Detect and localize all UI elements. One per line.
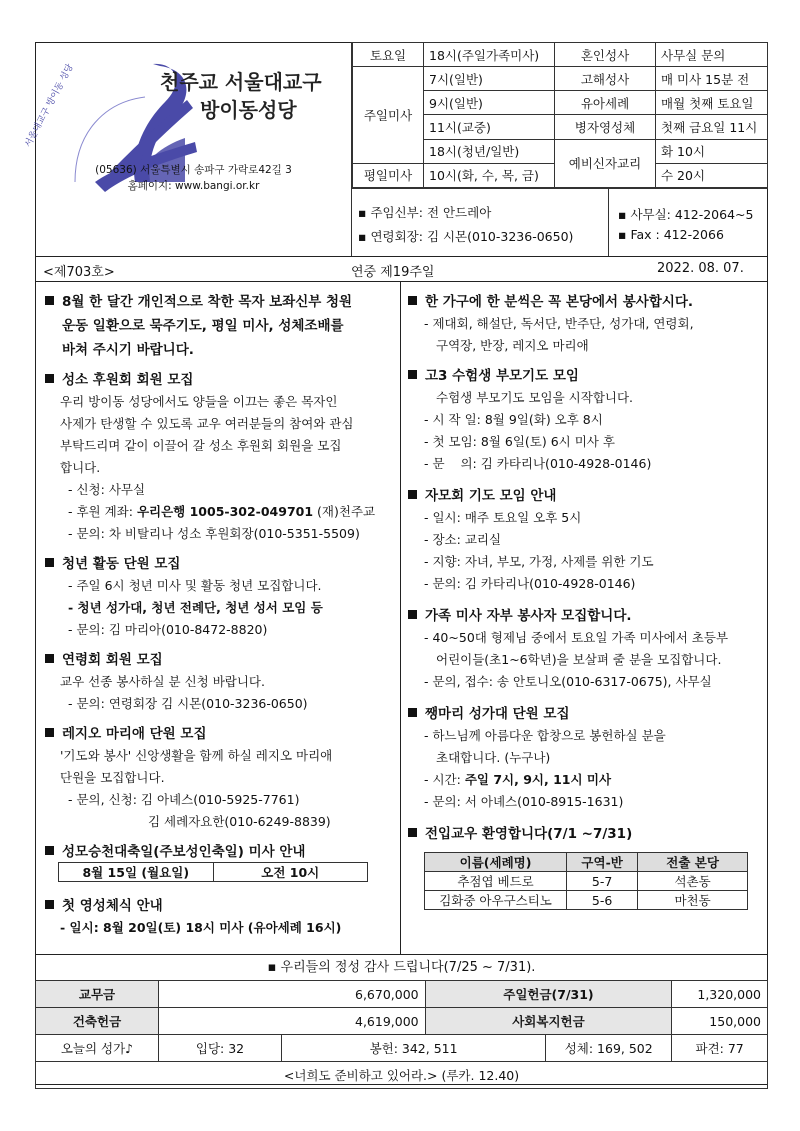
square-bullet-icon: [408, 370, 417, 379]
section-title: 고3 수험생 부모기도 모임: [425, 368, 579, 384]
notice-pastor-petition-cont: 바쳐 주시기 바랍니다.: [62, 342, 194, 358]
weekday-time: 10시(화, 수, 목, 금): [424, 163, 555, 187]
feast-time: 오전 10시: [213, 863, 368, 882]
square-bullet-icon: [408, 490, 417, 499]
square-bullet-icon: [45, 374, 54, 383]
section-text: - 문의, 신청: 김 아녜스(010-5925-7761): [68, 792, 300, 807]
square-bullet-icon: [45, 558, 54, 567]
square-bullet-icon: [408, 828, 417, 837]
section-text: - 문의: 김 카타리나(010-4928-0146): [424, 576, 636, 591]
songs-label: 오늘의 성가♪: [36, 1035, 159, 1062]
service-info: 매 미사 15분 전: [656, 67, 768, 91]
section-text: - 제대회, 해설단, 독서단, 반주단, 성가대, 연령회,: [424, 316, 694, 331]
section-title: 성소 후원회 회원 모집: [62, 372, 194, 388]
bible-verse: <너희도 준비하고 있어라.> (루카. 12.40): [36, 1062, 768, 1089]
section-text: 사제가 탄생할 수 있도록 교우 여러분들의 참여와 관심: [60, 416, 354, 431]
section-title: 쨍마리 성가대 단원 모집: [425, 706, 570, 722]
service-name: 고해성사: [555, 67, 656, 91]
section-text: - 문의: 연령회장 김 시몬(010-3236-0650): [68, 696, 308, 711]
header-logo-area: [23, 42, 352, 256]
parish-address: (05636) 서울특별시 송파구 가락로42길 3: [95, 164, 292, 176]
section-title: 전입교우 환영합니다(7/1 ~7/31): [425, 826, 633, 842]
issue-date: 2022. 08. 07.: [657, 261, 744, 276]
saturday-label: 토요일: [353, 43, 424, 67]
section-text: - 신청: 사무실: [68, 482, 146, 497]
square-bullet-icon: [45, 900, 54, 909]
section-text: 김 세례자요한(010-6249-8839): [148, 814, 331, 829]
section-text: 수험생 부모기도 모임을 시작합니다.: [436, 390, 634, 405]
service-name: 유아세례: [555, 91, 656, 115]
liturgical-week: 연중 제19주일: [351, 265, 435, 280]
pastor: 주임신부: 전 안드레아: [370, 205, 492, 220]
square-bullet-icon: [45, 846, 54, 855]
section-title: 성모승천대축일(주보성인축일) 미사 안내: [62, 844, 306, 860]
section-text: 합니다.: [60, 460, 101, 475]
column-header: 전출 본당: [638, 853, 748, 872]
feast-mass-table: [58, 862, 368, 882]
feast-date: 8월 15일 (월요일): [59, 863, 214, 882]
office-phone: 사무실: 412-2064~5: [630, 207, 754, 222]
service-info: 첫째 금요일 11시: [656, 115, 768, 139]
section-text: 우리 방이동 성당에서도 양들을 이끄는 좋은 목자인: [60, 394, 338, 409]
square-bullet-icon: [45, 654, 54, 663]
fax-number: Fax : 412-2066: [630, 227, 724, 242]
section-text: - 장소: 교리실: [424, 532, 502, 547]
section-title: 한 가구에 한 분씩은 꼭 본당에서 봉사합시다.: [425, 294, 694, 310]
section-text: - 지향: 자녀, 부모, 가정, 사제를 위한 기도: [424, 554, 654, 569]
column-header: 구역-반: [567, 853, 638, 872]
section-title: 가족 미사 자부 봉사자 모집합니다.: [425, 608, 632, 624]
section-text: - 문의: 차 비탈리나 성소 후원회장(010-5351-5509): [68, 526, 360, 541]
section-text: 구역장, 반장, 레지오 마리애: [436, 338, 589, 353]
service-name: 병자영성체: [555, 115, 656, 139]
catechism-time: 수 20시: [656, 163, 768, 187]
section-title: 레지오 마리애 단원 모집: [62, 726, 207, 742]
section-text: 초대합니다. (누구나): [436, 750, 551, 765]
section-title: 청년 활동 단원 모집: [62, 556, 181, 572]
finance-table: 교무금 6,670,000 주일헌금(7/31) 1,320,000 건축헌금 4,619,000 사회복지헌금 150,000 오늘의 성가♪ 입당: 32 봉헌: 342, 511 성체: 169, 502 파견: 77 <너희도 준비하고 있어라.> (루카. 12.40): [35, 980, 768, 1089]
column-divider: [400, 282, 401, 954]
section-text: - 첫 모임: 8월 6일(토) 6시 미사 후: [424, 434, 615, 449]
finance-title: 우리들의 정성 감사 드립니다(7/25 ~ 7/31).: [280, 960, 536, 975]
sunday-time: 7시(일반): [424, 67, 555, 91]
weekday-label: 평일미사: [353, 163, 424, 187]
donation-account: - 후원 계좌: 우리은행 1005-302-049701 (재)천주교: [68, 504, 376, 519]
section-text: - 청년 성가대, 청년 전례단, 청년 성서 모임 등: [68, 600, 323, 615]
section-text: 어린이들(초1~6학년)을 보살펴 줄 분을 모집합니다.: [436, 652, 722, 667]
notice-pastor-petition-cont: 운동 일환으로 묵주기도, 평일 미사, 성체조배를: [62, 318, 344, 334]
section-text: 부탁드리며 같이 이끌어 갈 성소 후원회 회원을 모집: [60, 438, 342, 453]
choir-times: - 시간: 주일 7시, 9시, 11시 미사: [424, 772, 612, 787]
parish-homepage: 홈페이지: www.bangi.or.kr: [127, 180, 260, 192]
sunday-time: 9시(일반): [424, 91, 555, 115]
square-bullet-icon: [45, 728, 54, 737]
section-text: - 문의, 접수: 송 안토니오(010-6317-0675), 사무실: [424, 674, 712, 689]
section-text: - 하느님께 아름다운 합창으로 봉헌하실 분을: [424, 728, 666, 743]
square-bullet-icon: [408, 708, 417, 717]
section-text: - 문의: 김 마리아(010-8472-8820): [68, 622, 268, 637]
section-text: - 시 작 일: 8월 9일(화) 오후 8시: [424, 412, 603, 427]
catechism-time: 화 10시: [656, 139, 768, 163]
new-parishioners-table: [424, 852, 748, 910]
sunday-time: 18시(청년/일반): [424, 139, 555, 163]
column-header: 이름(세례명): [425, 853, 567, 872]
bullet-icon: ▪: [618, 207, 631, 222]
section-text: - 문 의: 김 카타리나(010-4928-0146): [424, 456, 652, 471]
contacts-row: [352, 188, 768, 256]
council-head: 연령회장: 김 시몬(010-3236-0650): [370, 229, 574, 244]
section-text: 교우 선종 봉사하실 분 신청 바랍니다.: [60, 674, 265, 689]
issue-bar: [35, 256, 768, 282]
logo-arc-text: 서울대교구 방이동 성당: [23, 62, 76, 150]
section-title: 첫 영성체식 안내: [62, 898, 163, 914]
parish-name-line1: 천주교 서울대교구: [160, 70, 322, 94]
mass-schedule-table: [352, 42, 768, 188]
finance-title-bar: [35, 954, 768, 980]
section-text: '기도와 봉사' 신앙생활을 함께 하실 레지오 마리애: [60, 748, 333, 763]
service-info: 매월 첫째 토요일: [656, 91, 768, 115]
section-text: - 일시: 8월 20일(토) 18시 미사 (유아세례 16시): [60, 920, 342, 935]
section-text: - 40~50대 형제님 중에서 토요일 가족 미사에서 초등부: [424, 630, 729, 645]
table-row: 김화중 아우구스티노 5-6 마천동: [425, 891, 748, 910]
bullet-icon: ▪: [267, 960, 281, 975]
parish-name-line2: 방이동성당: [200, 98, 297, 122]
sunday-time: 11시(교중): [424, 115, 555, 139]
section-title: 연령회 회원 모집: [62, 652, 163, 668]
section-text: - 일시: 매주 토요일 오후 5시: [424, 510, 582, 525]
sunday-label: 주일미사: [353, 67, 424, 164]
square-bullet-icon: [45, 296, 54, 305]
issue-number: <제703호>: [43, 265, 115, 280]
saturday-time: 18시(주일가족미사): [424, 43, 555, 67]
service-name: 혼인성사: [555, 43, 656, 67]
section-title: 자모회 기도 모임 안내: [425, 488, 557, 504]
section-text: - 주일 6시 청년 미사 및 활동 청년 모집합니다.: [68, 578, 322, 593]
table-row: 추점엽 베드로 5-7 석촌동: [425, 872, 748, 891]
notice-pastor-petition: 8월 한 달간 개인적으로 착한 목자 보좌신부 청원: [62, 294, 353, 310]
catechism-label: 예비신자교리: [555, 139, 656, 187]
square-bullet-icon: [408, 610, 417, 619]
bullet-icon: ▪: [358, 229, 371, 244]
section-text: 단원을 모집합니다.: [60, 770, 165, 785]
bullet-icon: ▪: [618, 227, 631, 242]
service-info: 사무실 문의: [656, 43, 768, 67]
section-text: - 문의: 서 아녜스(010-8915-1631): [424, 794, 624, 809]
square-bullet-icon: [408, 296, 417, 305]
bullet-icon: ▪: [358, 205, 371, 220]
